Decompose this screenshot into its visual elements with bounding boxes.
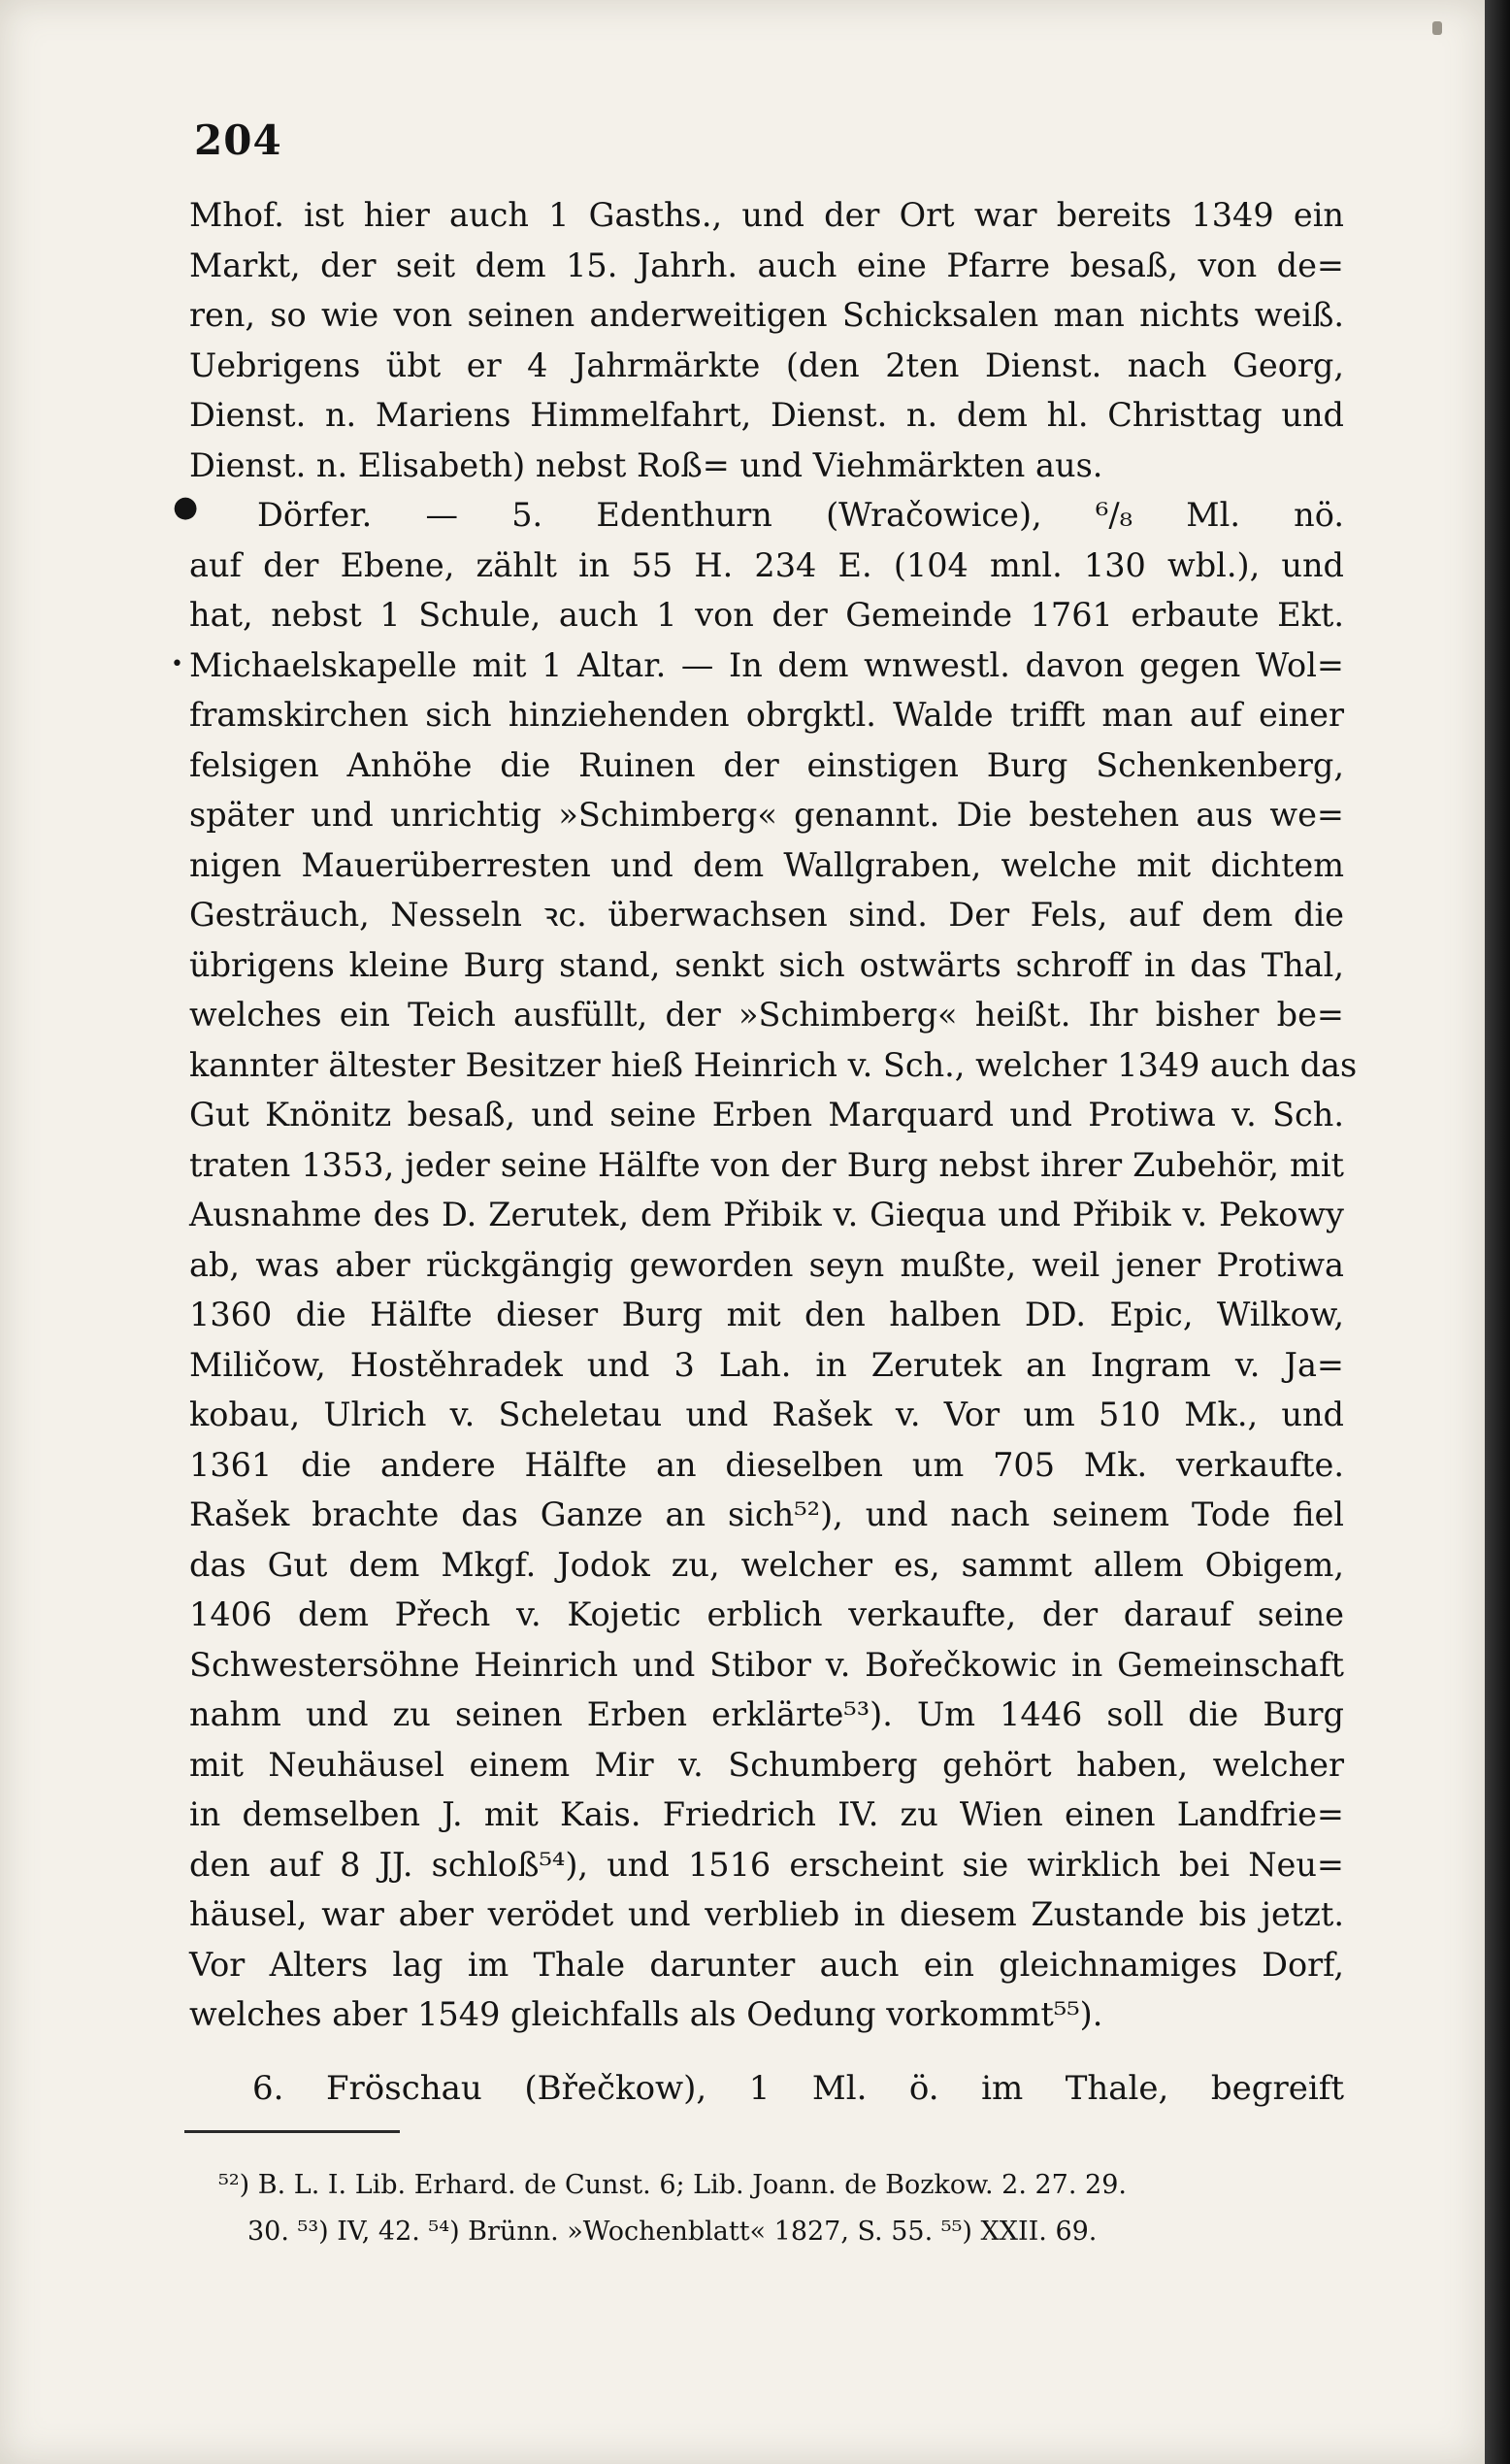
text-line: kobau, Ulrich v. Scheletau und Rašek v. Vor um 510 Mk., und [189,1396,1344,1433]
text-line: ab, was aber rückgängig geworden seyn mußte, weil jener Protiwa [189,1245,1344,1284]
footnote-line: 30. ⁵³) IV, 42. ⁵⁴) Brünn. »Wochenblatt« 1827, S. 55. ⁵⁵) XXII. 69. [247,2217,1098,2247]
text-line: Miličow, Hostěhradek und 3 Lah. in Zerutek an Ingram v. Ja= [189,1345,1344,1384]
text-line: nahm und zu seinen Erben erklärte⁵³). Um 1446 soll die Burg [189,1695,1344,1733]
scan-edge-shadow [1485,0,1510,2464]
text-line: welches aber 1549 gleichfalls als Oedung vorkommt⁵⁵). [189,1995,1103,2033]
text-line: kannter ältester Besitzer hieß Heinrich v. Sch., welcher 1349 auch das [189,1045,1358,1084]
text-line: Uebrigens übt er 4 Jahrmärkte (den 2ten Dienst. nach Georg, [189,345,1344,384]
text-line: mit Neuhäusel einem Mir v. Schumberg gehört haben, welcher [189,1745,1344,1784]
text-line: Markt, der seit dem 15. Jahrh. auch eine Pfarre besaß, von de= [189,246,1344,284]
text-line: Gut Knönitz besaß, und seine Erben Marquard und Protiwa v. Sch. [189,1096,1344,1133]
footnote-line: ⁵²) B. L. I. Lib. Erhard. de Cunst. 6; Lib. Joann. de Bozkow. 2. 27. 29. [218,2170,1127,2200]
text-line: übrigens kleine Burg stand, senkt sich ostwärts schroff in das Thal, [189,945,1344,984]
text-line: den auf 8 JJ. schloß⁵⁴), und 1516 erscheint sie wirklich bei Neu= [189,1845,1344,1884]
text-line: Vor Alters lag im Thale darunter auch ein gleichnamiges Dorf, [189,1945,1344,1984]
text-line: Gesträuch, Nesseln ꝛc. überwachsen sind. Der Fels, auf dem die [189,896,1344,934]
text-line: Dienst. n. Mariens Himmelfahrt, Dienst. n. dem hl. Christtag und [189,396,1344,434]
text-line: nigen Mauerüberresten und dem Wallgraben, welche mit dichtem [189,845,1344,884]
text-line: Ausnahme des D. Zerutek, dem Přibik v. Giequa und Přibik v. Pekowy [189,1196,1344,1233]
margin-ink-dot: • [171,652,183,676]
text-line: später und unrichtig »Schimberg« genannt. Die bestehen aus we= [189,796,1344,834]
text-line: Rašek brachte das Ganze an sich⁵²), und nach seinem Tode fiel [189,1495,1344,1533]
section-heading-line: Dörfer. — 5. Edenthurn (Wračowice), ⁶/₈ Ml. nö. [257,496,1344,534]
text-line: in demselben J. mit Kais. Friedrich IV. zu Wien einen Landfrie= [189,1795,1344,1833]
text-line: welches ein Teich ausfüllt, der »Schimberg« heißt. Ihr bisher be= [189,996,1344,1034]
text-line: ren, so wie von seinen anderweitigen Schicksalen man nichts weiß. [189,296,1344,334]
text-line: 1406 dem Přech v. Kojetic erblich verkaufte, der darauf seine [189,1595,1344,1633]
text-line: Mhof. ist hier auch 1 Gasths., und der Ort war bereits 1349 ein [189,196,1344,234]
text-line: 1360 die Hälfte dieser Burg mit den halben DD. Epic, Wilkow, [189,1296,1344,1333]
text-line: häusel, war aber verödet und verblieb in diesem Zustande bis jetzt. [189,1895,1344,1933]
paper-speck [1432,21,1442,35]
next-entry-heading: 6. Fröschau (Břečkow), 1 Ml. ö. im Thale, begreift [252,2069,1344,2108]
text-line: auf der Ebene, zählt in 55 H. 234 E. (104 mnl. 130 wbl.), und [189,545,1344,584]
margin-ink-mark: ● [173,490,199,524]
body-text [189,190,1358,2040]
text-line: 1361 die andere Hälfte an dieselben um 705 Mk. verkaufte. [189,1445,1344,1484]
page-number: 204 [194,116,282,164]
footnotes [218,2162,1344,2255]
text-line: Dienst. n. Elisabeth) nebst Roß= und Viehmärkten aus. [189,445,1103,484]
text-line: das Gut dem Mkgf. Jodok zu, welcher es, sammt allem Obigem, [189,1545,1344,1584]
text-line: traten 1353, jeder seine Hälfte von der Burg nebst ihrer Zubehör, mit [189,1145,1344,1184]
footnote-divider [184,2130,400,2133]
text-line: hat, nebst 1 Schule, auch 1 von der Gemeinde 1761 erbaute Ekt. [189,596,1344,634]
text-line: Michaelskapelle mit 1 Altar. — In dem wnwestl. davon gegen Wol= [189,645,1344,684]
text-line: Schwestersöhne Heinrich und Stibor v. Bořečkowic in Gemeinschaft [189,1645,1344,1684]
text-line: felsigen Anhöhe die Ruinen der einstigen Burg Schenkenberg, [189,745,1344,784]
text-line: framskirchen sich hinziehenden obrgktl. Walde trifft man auf einer [189,696,1344,734]
